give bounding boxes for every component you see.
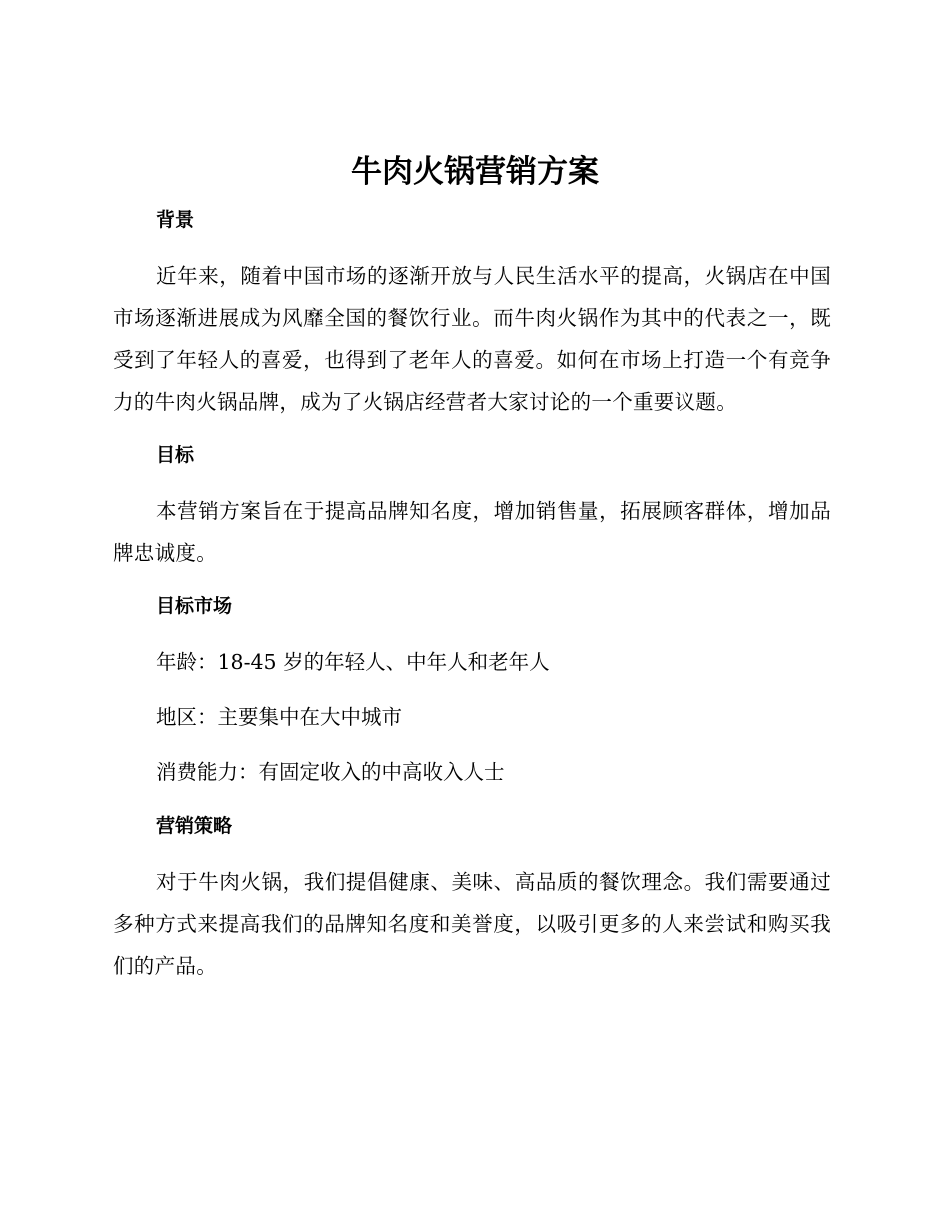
target-market-item-region: 地区：主要集中在大中城市: [156, 705, 402, 729]
paragraph-strategy: 对于牛肉火锅，我们提倡健康、美味、高品质的餐饮理念。我们需要通过多种方式来提高我们的品牌知名度和美誉度，以吸引更多的人来尝试和购买我们的产品。: [113, 870, 831, 978]
section-heading-goal: 目标: [156, 444, 195, 466]
section-background: [113, 200, 831, 423]
section-target-market: [113, 586, 831, 793]
target-market-item-age: 年龄：18-45 岁的年轻人、中年人和老年人: [156, 650, 550, 674]
section-heading-target-market: 目标市场: [156, 595, 233, 617]
paragraph-goal: 本营销方案旨在于提高品牌知名度，增加销售量，拓展顾客群体，增加品牌忠诚度。: [113, 499, 831, 565]
target-market-item-spending: 消费能力：有固定收入的中高收入人士: [156, 760, 505, 784]
document-title: 牛肉火锅营销方案: [351, 154, 599, 190]
section-heading-background: 背景: [156, 209, 195, 231]
paragraph-background: 近年来，随着中国市场的逐渐开放与人民生活水平的提高，火锅店在中国市场逐渐进展成为风靡全国的餐饮行业。而牛肉火锅作为其中的代表之一，既受到了年轻人的喜爱，也得到了老年人的喜爱。如何在市场上打造一个有竞争力的牛肉火锅品牌，成为了火锅店经营者大家讨论的一个重要议题。: [113, 264, 831, 414]
section-strategy: [113, 806, 831, 987]
section-goal: [113, 435, 831, 574]
document-body: [113, 200, 831, 999]
section-heading-strategy: 营销策略: [156, 815, 233, 837]
